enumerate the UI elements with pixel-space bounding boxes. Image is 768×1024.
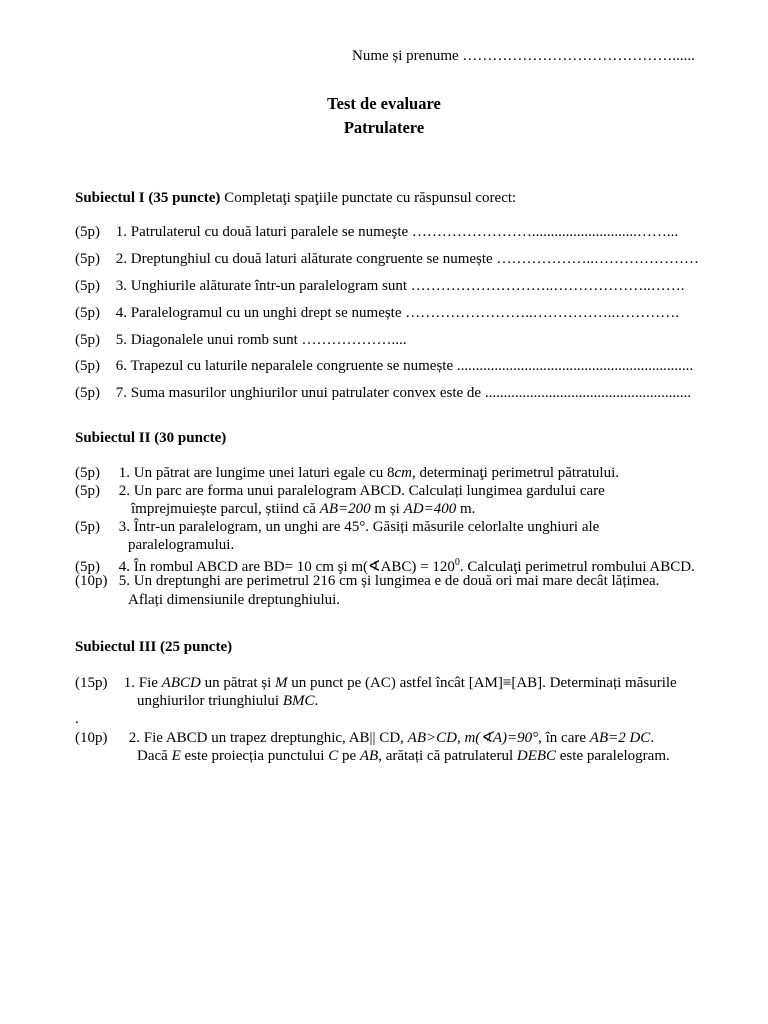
s2-item-2-cont	[131, 500, 475, 518]
item-text: unghiurilor triunghiului	[137, 693, 283, 709]
math-expression: AB=2 DC	[589, 730, 651, 746]
item-text: . Determinați măsurile	[542, 675, 677, 691]
s2-item-3	[75, 518, 599, 536]
s2-item-5-cont: Aflați dimensiunile dreptunghiului.	[128, 592, 341, 608]
name-dots: ……………………………………......	[462, 48, 695, 64]
stray-dot: .	[75, 711, 79, 727]
math-expression: AB>CD	[407, 730, 457, 746]
item-points: (10p)	[75, 573, 108, 589]
item-text: astfel încât	[395, 675, 469, 691]
item-text: m și	[370, 501, 404, 517]
s1-item-5	[75, 331, 407, 349]
item-points: (5p)	[75, 332, 100, 348]
item-text: 4. Paralelogramul cu un unghi drept se numește ……………………..……………..………….	[115, 305, 680, 321]
s1-item-7	[75, 384, 691, 402]
s2-item-5	[75, 572, 659, 590]
item-points: (5p)	[75, 278, 100, 294]
item-text: pe	[338, 748, 360, 764]
section-1-instruction: Completaţi spaţiile punctate cu răspunsul corect:	[224, 190, 517, 206]
item-text: 7. Suma masurilor unghiurilor unui patrulater convex este de .......................................................	[115, 385, 692, 401]
math-expression: AB	[359, 748, 379, 764]
page-subtitle: Patrulatere	[343, 118, 425, 137]
item-text: 1. Fie	[123, 675, 162, 691]
item-points: (15p)	[75, 675, 108, 691]
item-text: un punct pe	[287, 675, 365, 691]
s2-item-3-cont: paralelogramului.	[128, 537, 235, 553]
item-points: (5p)	[75, 483, 100, 499]
math-expression: AD=400	[403, 501, 457, 517]
math-expression: m(∢A)=90°	[464, 730, 539, 746]
page-title: Test de evaluare	[327, 94, 441, 113]
s1-item-6	[75, 357, 693, 375]
math-expression: M	[275, 675, 288, 691]
item-points: (5p)	[75, 385, 100, 401]
item-text: m.	[456, 501, 476, 517]
math-expression: BMC	[282, 693, 315, 709]
item-points: (5p)	[75, 305, 100, 321]
item-points: (10p)	[75, 730, 108, 746]
s3-item-2-cont	[137, 747, 670, 765]
s1-item-3	[75, 277, 685, 295]
item-text: este paralelogram.	[556, 748, 670, 764]
item-text: 1. Patrulaterul cu două laturi paralele se numeşte ……………………............................……...	[115, 224, 679, 240]
item-points: (5p)	[75, 559, 100, 575]
name-line	[352, 47, 695, 65]
math-expression: [AM]≡[AB]	[468, 675, 543, 691]
item-text: . Găsiți măsurile celorlalte unghiuri ale	[365, 519, 600, 535]
s1-item-1	[75, 223, 678, 241]
s3-item-1	[75, 674, 677, 692]
item-text: , determinaţi perimetrul pătratului.	[411, 465, 619, 481]
item-text: . Calculaţi perimetrul rombului ABCD.	[459, 559, 695, 575]
s2-item-2	[75, 482, 605, 500]
item-text: 2. Dreptunghiul cu două laturi alăturate congruente se numește ………………..…………………	[115, 251, 699, 267]
item-text: este proiecția punctului	[180, 748, 329, 764]
item-text: 1. Un pătrat are lungime unei laturi egale cu 8	[118, 465, 395, 481]
item-text: împrejmuiește parcul, știind că	[131, 501, 320, 517]
item-points: (5p)	[75, 465, 100, 481]
math-expression: DEBC	[516, 748, 557, 764]
item-text: 3. Într-un paralelogram, un unghi are	[118, 519, 345, 535]
superscript: 0	[454, 557, 460, 568]
s3-item-2	[75, 729, 654, 747]
math-expression: AB=200	[319, 501, 371, 517]
s3-item-1-cont	[137, 692, 318, 710]
item-text: 6. Trapezul cu laturile neparalele congruente se numește ...............................................................	[115, 358, 694, 374]
item-points: (5p)	[75, 519, 100, 535]
item-text: .	[650, 730, 655, 746]
s2-item-1	[75, 464, 619, 482]
item-text: 2. Fie ABCD un trapez dreptunghic, AB|| CD,	[128, 730, 408, 746]
item-text: 3. Unghiurile alăturate într-un paralelogram sunt ………………………..………………..…….	[115, 278, 685, 294]
item-text: , arătați că patrulaterul	[378, 748, 517, 764]
math-expression: (AC)	[364, 675, 396, 691]
item-points: (5p)	[75, 224, 100, 240]
s1-item-4	[75, 304, 679, 322]
item-text: 2. Un parc are forma unui paralelogram ABCD. Calculați lungimea gardului care	[118, 483, 605, 499]
name-label: Nume și prenume	[352, 48, 459, 64]
item-text: 4. În rombul ABCD are BD= 10 cm şi m(∢ABC) = 120	[118, 559, 455, 575]
math-expression: ABCD	[161, 675, 201, 691]
item-text: un pătrat și	[200, 675, 275, 691]
item-points: (5p)	[75, 251, 100, 267]
item-text: 5. Diagonalele unui romb sunt ………………....	[115, 332, 407, 348]
s1-item-2	[75, 250, 699, 268]
item-text: 5. Un dreptunghi are perimetrul 216 cm și lungimea e de două ori mai mare decât lățimea.	[118, 573, 660, 589]
math-unit: cm	[394, 465, 412, 481]
math-expression: C	[328, 748, 339, 764]
item-points: (5p)	[75, 358, 100, 374]
section-2-title: Subiectul II (30 puncte)	[75, 430, 227, 446]
section-1-heading	[75, 189, 516, 207]
section-3-title: Subiectul III (25 puncte)	[75, 639, 233, 655]
item-text: .	[314, 693, 319, 709]
item-text: , în care	[538, 730, 590, 746]
section-1-title: Subiectul I (35 puncte)	[75, 190, 221, 206]
math-expression: 45°	[344, 519, 366, 535]
item-text: ,	[456, 730, 465, 746]
item-text: Dacă	[137, 748, 172, 764]
math-expression: E	[171, 748, 181, 764]
